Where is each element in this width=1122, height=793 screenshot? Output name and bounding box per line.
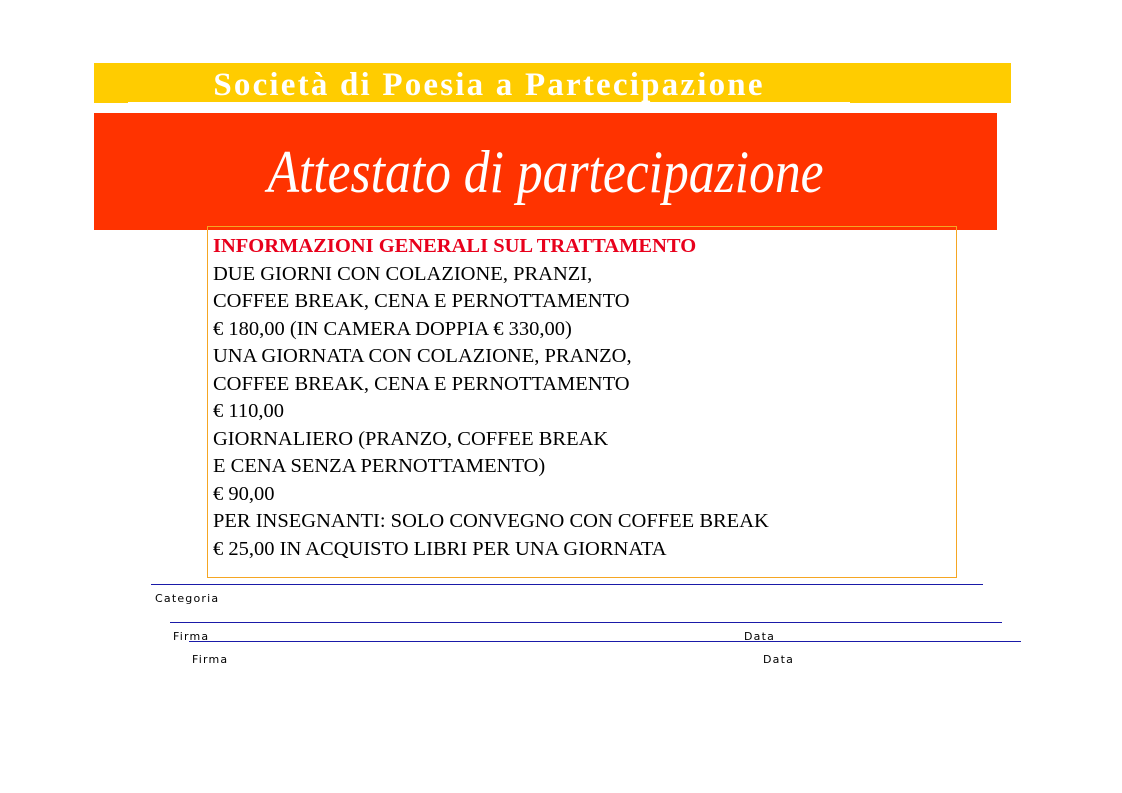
info-line: GIORNALIERO (PRANZO, COFFEE BREAK [213,427,609,450]
data-label: Data [763,653,795,666]
signature-rule-2 [189,641,1021,642]
signature-rule-1 [170,622,1002,623]
info-line: COFFEE BREAK, CENA E PERNOTTAMENTO [213,372,630,395]
info-line: € 110,00 [213,400,284,422]
info-line: € 90,00 [213,482,275,505]
info-box [207,226,957,578]
categoria-rule [151,584,983,585]
info-line: € 180,00 (IN CAMERA DOPPIA € 330,00) [213,317,572,340]
firma-label: Firma [173,630,210,643]
info-line: DUE GIORNI CON COLAZIONE, PRANZI, [213,262,593,285]
data-label: Data [744,630,776,643]
categoria-label: Categoria [155,592,220,605]
info-line: E CENA SENZA PERNOTTAMENTO) [213,455,546,477]
firma-label: Firma [192,653,229,666]
info-line: UNA GIORNATA CON COLAZIONE, PRANZO, [213,345,632,367]
info-line: PER INSEGNANTI: SOLO CONVEGNO CON COFFEE BREAK [213,510,769,532]
organization-name: Società di Poesia a Partecipazione [128,63,850,104]
info-line: € 25,00 IN ACQUISTO LIBRI PER UNA GIORNATA [213,537,667,560]
certificate-title: Attestato di partecipazione [267,139,824,205]
info-line: COFFEE BREAK, CENA E PERNOTTAMENTO [213,290,630,312]
info-heading: INFORMAZIONI GENERALI SUL TRATTAMENTO [213,235,697,257]
